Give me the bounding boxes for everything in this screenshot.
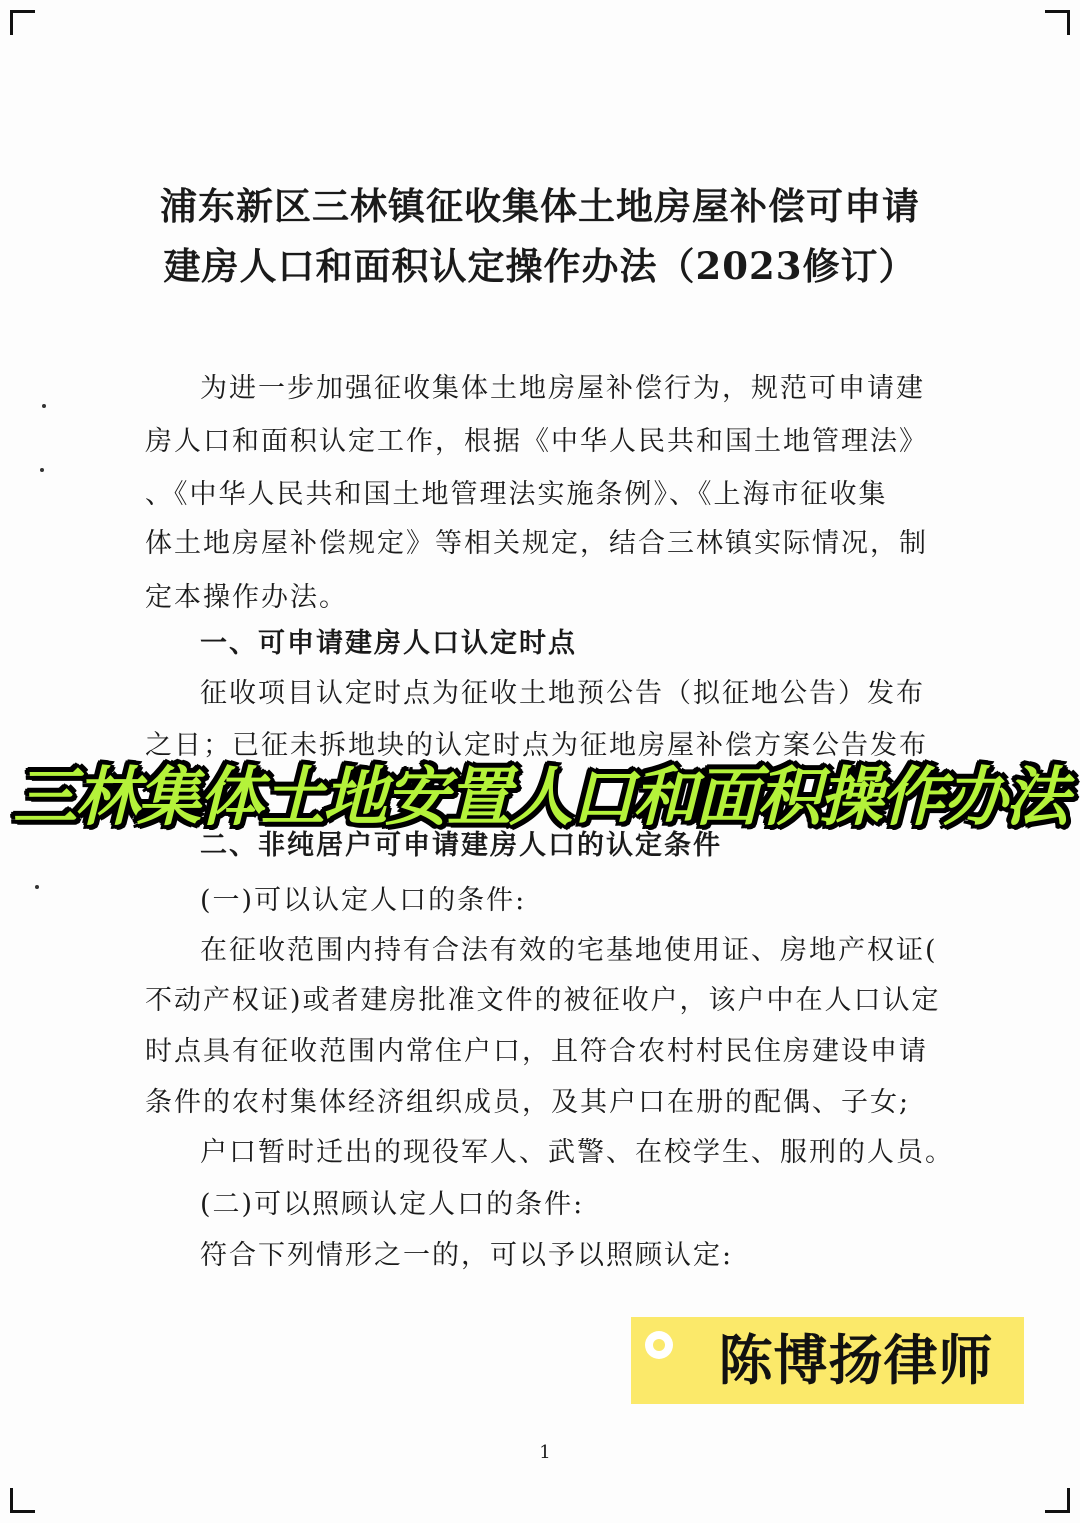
subsection-line: 在征收范围内持有合法有效的宅基地使用证、房地产权证( — [200, 935, 938, 966]
scan-speck — [35, 885, 39, 889]
document-title-line-2: 建房人口和面积认定操作办法（2023修订） — [163, 244, 917, 288]
subsection-heading: (二)可以照顾认定人口的条件: — [200, 1189, 585, 1220]
paragraph-line: 定本操作办法。 — [145, 582, 348, 613]
subsection-line: 条件的农村集体经济组织成员，及其户口在册的配偶、子女; — [145, 1087, 911, 1118]
badge-dot-icon — [645, 1331, 673, 1359]
scan-corner-mark — [10, 10, 35, 35]
subsection-heading: (一)可以认定人口的条件: — [200, 885, 527, 916]
document-title-line-1: 浦东新区三林镇征收集体土地房屋补偿可申请 — [160, 184, 920, 228]
author-name: 陈博扬律师 — [718, 1329, 994, 1392]
section-heading: 二、非纯居户可申请建房人口的认定条件 — [200, 830, 722, 861]
author-badge — [631, 1317, 1024, 1404]
paragraph-line: 为进一步加强征收集体土地房屋补偿行为，规范可申请建 — [200, 373, 925, 404]
page-number: 1 — [539, 1442, 551, 1463]
paragraph-line: 、《中华人民共和国土地管理法实施条例》、《上海市征收集 — [145, 479, 888, 510]
scan-corner-mark — [1045, 1488, 1070, 1513]
scan-corner-mark — [10, 1488, 35, 1513]
overlay-title: 三林集体土地安置人口和面积操作办法 — [13, 761, 1067, 835]
subsection-line: 时点具有征收范围内常住户口，且符合农村村民住房建设申请 — [145, 1036, 928, 1067]
scan-corner-mark — [1045, 10, 1070, 35]
section-heading: 一、可申请建房人口认定时点 — [200, 628, 577, 659]
subsection-line: 户口暂时迁出的现役军人、武警、在校学生、服刑的人员。 — [200, 1137, 954, 1168]
scan-speck — [40, 468, 44, 472]
subsection-line: 不动产权证)或者建房批准文件的被征收户，该户中在人口认定 — [145, 985, 941, 1016]
section-line: 征收项目认定时点为征收土地预公告（拟征地公告）发布 — [200, 678, 925, 709]
scan-speck — [42, 404, 46, 408]
section-line: 之日；已征未拆地块的认定时点为征地房屋补偿方案公告发布 — [145, 730, 928, 761]
paragraph-line: 房人口和面积认定工作，根据《中华人民共和国土地管理法》 — [145, 426, 928, 457]
subsection-line: 符合下列情形之一的，可以予以照顾认定: — [200, 1240, 734, 1271]
paragraph-line: 体土地房屋补偿规定》等相关规定，结合三林镇实际情况，制 — [145, 528, 928, 559]
